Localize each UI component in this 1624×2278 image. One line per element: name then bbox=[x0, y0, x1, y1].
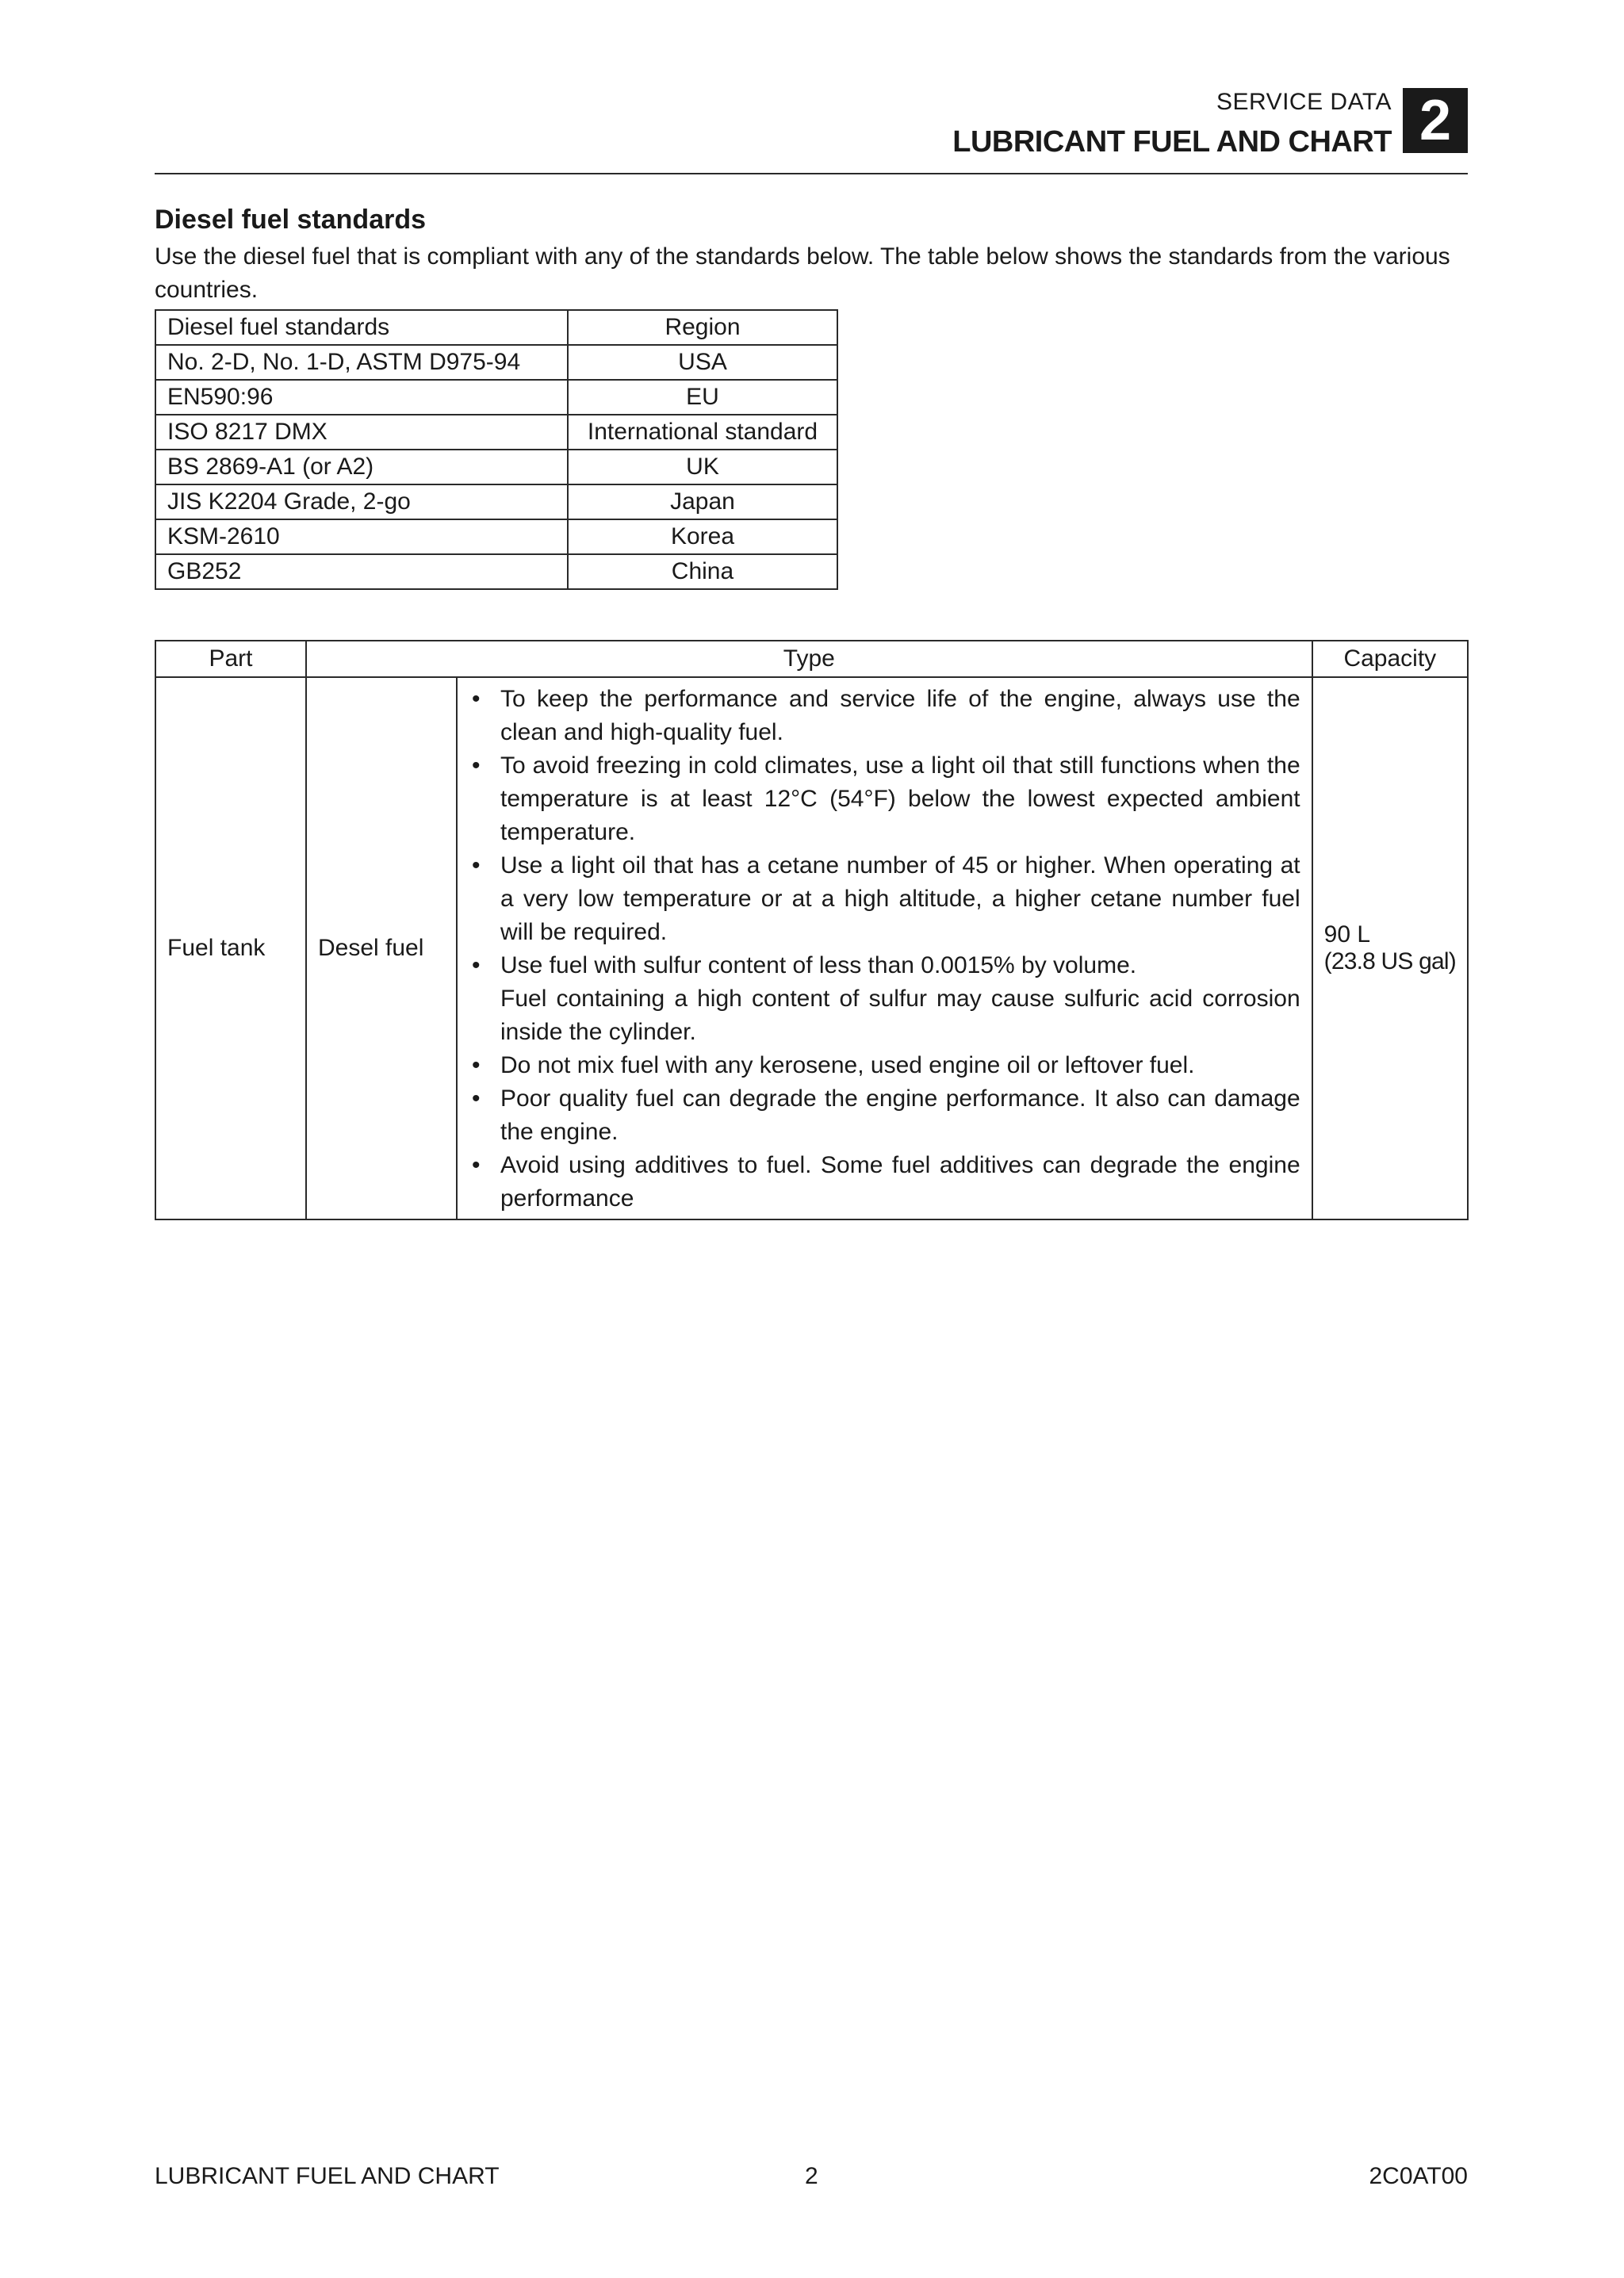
capacity-value: 90 L bbox=[1323, 921, 1371, 948]
note-text: To avoid freezing in cold climates, use a light oil that still functions when the temperature is at least 12°C (54°F) below the lowest expected ambient temperature. bbox=[500, 752, 1300, 845]
standard-cell: EN590:96 bbox=[155, 380, 568, 415]
bullet-icon: • bbox=[472, 752, 481, 779]
region-cell: UK bbox=[568, 450, 837, 484]
column-header-region: Region bbox=[568, 310, 837, 345]
fuel-notes-list bbox=[469, 678, 1300, 1219]
capacity-us-value: (23.8 US gal) bbox=[1323, 948, 1456, 974]
header-section-label: SERVICE DATA bbox=[1216, 89, 1392, 115]
table-row bbox=[155, 519, 837, 554]
table-header-row bbox=[155, 310, 837, 345]
page-header bbox=[155, 86, 1468, 174]
page-number: 2 bbox=[805, 2163, 818, 2189]
table-row bbox=[155, 380, 837, 415]
bullet-icon: • bbox=[472, 952, 481, 978]
region-cell: Korea bbox=[568, 519, 837, 554]
bullet-icon: • bbox=[472, 686, 481, 712]
chapter-badge: 2 bbox=[1403, 88, 1468, 153]
notes-cell bbox=[457, 677, 1312, 1219]
table-row bbox=[155, 677, 1468, 1219]
note-text: To keep the performance and service life of the engine, always use the clean and high-quality fuel. bbox=[500, 686, 1300, 745]
list-item bbox=[469, 683, 1300, 749]
intro-paragraph: Use the diesel fuel that is compliant with any of the standards below. The table below shows the standards from the various countries. bbox=[155, 243, 1450, 303]
note-text: Avoid using additives to fuel. Some fuel additives can degrade the engine performance bbox=[500, 1152, 1300, 1212]
bullet-icon: • bbox=[472, 1052, 481, 1078]
note-extra-text: Fuel containing a high content of sulfur may cause sulfuric acid corrosion inside the cylinder. bbox=[500, 986, 1300, 1045]
standard-cell: KSM-2610 bbox=[155, 519, 568, 554]
note-text: Do not mix fuel with any kerosene, used engine oil or leftover fuel. bbox=[500, 1052, 1195, 1078]
region-cell: USA bbox=[568, 345, 837, 380]
standard-cell: BS 2869-A1 (or A2) bbox=[155, 450, 568, 484]
column-header-capacity: Capacity bbox=[1312, 641, 1468, 677]
section-heading: Diesel fuel standards bbox=[155, 205, 427, 235]
note-text: Use fuel with sulfur content of less than 0.0015% by volume. bbox=[500, 952, 1137, 978]
footer-title: LUBRICANT FUEL AND CHART bbox=[155, 2163, 500, 2189]
list-item bbox=[469, 749, 1300, 849]
note-text: Poor quality fuel can degrade the engine performance. It also can damage the engine. bbox=[500, 1085, 1300, 1145]
list-item bbox=[469, 1082, 1300, 1149]
list-item bbox=[469, 949, 1300, 1049]
note-text: Use a light oil that has a cetane number of 45 or higher. When operating at a very low temperature or at a high altitude, a higher cetane number fuel will be required. bbox=[500, 852, 1300, 945]
table-row bbox=[155, 484, 837, 519]
region-cell: International standard bbox=[568, 415, 837, 450]
capacity-cell bbox=[1312, 677, 1468, 1219]
table-header-row bbox=[155, 641, 1468, 677]
region-cell: Japan bbox=[568, 484, 837, 519]
column-header-type: Type bbox=[306, 641, 1312, 677]
fuel-type-cell: Desel fuel bbox=[306, 677, 457, 1219]
region-cell: EU bbox=[568, 380, 837, 415]
standard-cell: GB252 bbox=[155, 554, 568, 589]
bullet-icon: • bbox=[472, 1152, 481, 1178]
table-row bbox=[155, 450, 837, 484]
standard-cell: No. 2-D, No. 1-D, ASTM D975-94 bbox=[155, 345, 568, 380]
bullet-icon: • bbox=[472, 852, 481, 879]
part-cell: Fuel tank bbox=[155, 677, 306, 1219]
standard-cell: ISO 8217 DMX bbox=[155, 415, 568, 450]
diesel-standards-table bbox=[155, 309, 838, 590]
table-row bbox=[155, 345, 837, 380]
column-header-part: Part bbox=[155, 641, 306, 677]
list-item bbox=[469, 1049, 1300, 1082]
table-row bbox=[155, 415, 837, 450]
page-footer bbox=[155, 2163, 1468, 2195]
column-header-standard: Diesel fuel standards bbox=[155, 310, 568, 345]
bullet-icon: • bbox=[472, 1085, 481, 1112]
header-title: LUBRICANT FUEL AND CHART bbox=[952, 125, 1392, 159]
list-item bbox=[469, 1149, 1300, 1216]
table-row bbox=[155, 554, 837, 589]
fuel-spec-table bbox=[155, 640, 1469, 1220]
document-code: 2C0AT00 bbox=[1369, 2163, 1468, 2189]
standard-cell: JIS K2204 Grade, 2-go bbox=[155, 484, 568, 519]
region-cell: China bbox=[568, 554, 837, 589]
list-item bbox=[469, 849, 1300, 949]
